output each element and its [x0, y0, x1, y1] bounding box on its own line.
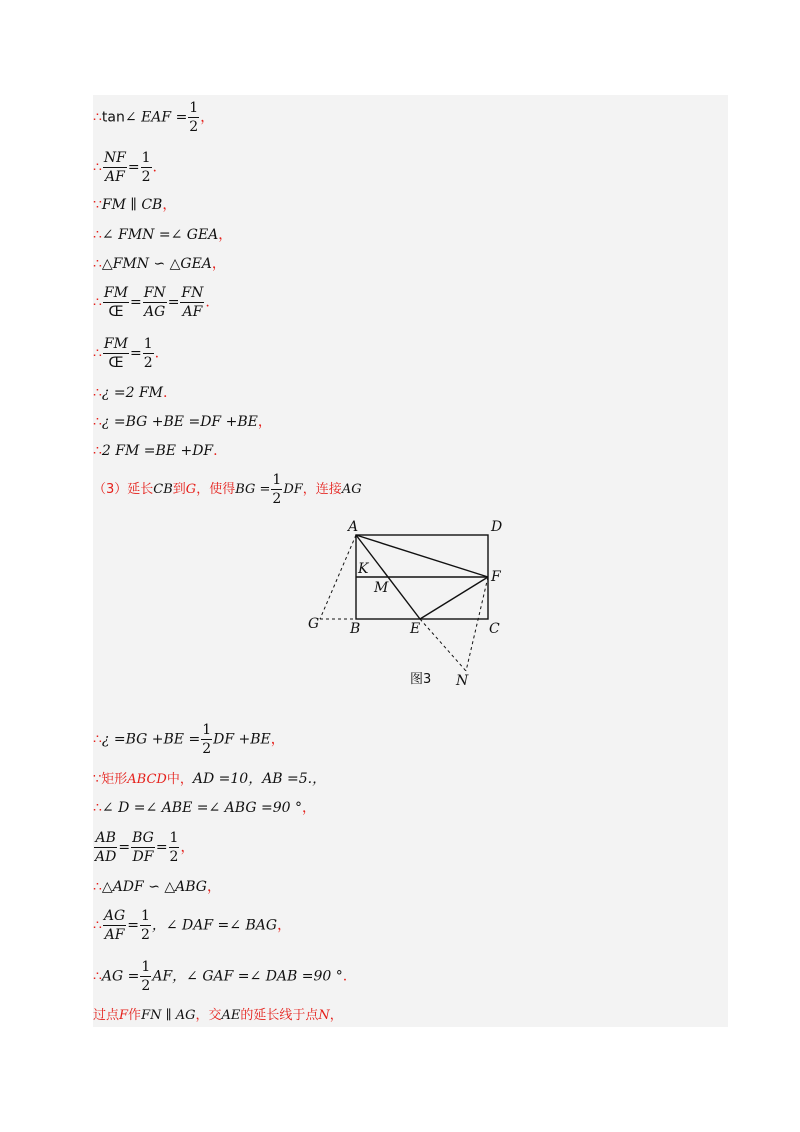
therefore-symbol: ∴: [93, 414, 102, 430]
fraction: [103, 150, 127, 185]
therefore-symbol: ∴: [93, 256, 102, 272]
rect-name: ABCD: [127, 772, 167, 787]
heading-text: （3）延长: [93, 482, 154, 497]
statement: △FMN ∽ △GEA: [101, 256, 212, 272]
numerator: 1: [141, 959, 151, 975]
therefore-symbol: ∴: [93, 227, 102, 243]
geometry-figure: [310, 515, 520, 695]
fraction: [103, 336, 129, 371]
statement: △ADF ∽ △ABG: [101, 879, 207, 895]
numerator: 1: [140, 908, 150, 924]
label-b: B: [350, 621, 361, 637]
instruction-text: 的延长线于点: [240, 1008, 319, 1023]
heading-text: ，使得: [196, 482, 236, 497]
therefore-symbol: ∴: [93, 917, 102, 934]
statement: ∠ D =∠ ABE =∠ ABG =90 °: [101, 800, 302, 816]
denominator: 2: [272, 491, 282, 507]
statement: AD =10，AB =5.，: [192, 771, 327, 787]
proof-line-14: [93, 801, 316, 815]
fraction: [169, 830, 180, 865]
statement: ∠ FMN =∠ GEA: [101, 227, 219, 243]
because-rect-text: ∵矩形: [93, 772, 128, 787]
segment-en: [420, 619, 466, 671]
denominator: Œ: [108, 304, 124, 320]
segment: AG: [341, 482, 362, 497]
proof-line-9: [93, 415, 272, 429]
denominator: AF: [104, 927, 125, 943]
proof-line-7: [93, 336, 159, 371]
label-k: K: [358, 561, 369, 577]
fraction: [188, 100, 199, 135]
label-a: A: [348, 519, 359, 535]
equals: =: [118, 839, 131, 856]
numerator: FM: [103, 285, 128, 301]
denominator: 2: [169, 849, 179, 865]
equals: =: [129, 345, 142, 362]
numerator: BG: [132, 830, 154, 846]
numerator: 1: [141, 150, 151, 166]
equals: =: [167, 294, 180, 311]
numerator: 1: [202, 722, 212, 738]
heading-text: 到: [172, 482, 186, 497]
numerator: AB: [95, 830, 116, 846]
segment-af: [356, 535, 488, 577]
punctuation: ，: [162, 197, 177, 213]
numerator: 1: [272, 472, 282, 488]
denominator: 2: [202, 741, 212, 757]
fraction: [271, 472, 282, 507]
proof-line-18: [93, 959, 347, 994]
therefore-symbol: ∴: [93, 385, 102, 401]
proof-line-19: [93, 1009, 343, 1022]
point-name: N: [318, 1008, 330, 1023]
numerator: FN: [143, 285, 166, 301]
fraction: [143, 285, 167, 320]
punctuation: .: [152, 159, 157, 176]
fraction: [131, 830, 155, 865]
segment-ag: [320, 535, 356, 619]
numerator: 1: [169, 830, 179, 846]
proof-line-3: [93, 198, 176, 212]
statement: ¿ =BG +BE =DF +BE: [101, 414, 258, 430]
numerator: AG: [103, 908, 126, 924]
segment: AE: [221, 1008, 241, 1023]
punctuation: ，: [329, 1008, 343, 1023]
proof-line-1: [93, 100, 214, 135]
proof-line-17: [93, 908, 291, 943]
therefore-symbol: ∴: [93, 109, 102, 126]
punctuation: ，: [180, 839, 195, 856]
statement: ，∠ DAF =∠ BAG: [151, 917, 278, 934]
segment: DF: [283, 482, 303, 497]
denominator: 2: [189, 119, 199, 135]
punctuation: ，: [277, 917, 292, 934]
punctuation: ，: [270, 731, 285, 748]
proof-line-13: [93, 772, 326, 786]
denominator: Œ: [108, 355, 124, 371]
proof-line-16: [93, 880, 221, 894]
label-g: G: [308, 616, 320, 632]
numerator: NF: [103, 150, 126, 166]
because-symbol: ∵: [93, 197, 102, 213]
instruction-text: 作: [128, 1008, 142, 1023]
proof-line-4: [93, 228, 232, 242]
denominator: 2: [143, 355, 153, 371]
fraction: [143, 336, 154, 371]
punctuation: ，: [200, 109, 215, 126]
heading-text: 中，: [166, 772, 193, 787]
therefore-symbol: ∴: [93, 345, 102, 362]
segment-fn: [466, 577, 488, 671]
therefore-symbol: ∴: [93, 968, 102, 985]
numerator: 1: [189, 100, 199, 116]
denominator: AG: [144, 304, 166, 320]
therefore-symbol: ∴: [93, 879, 102, 895]
therefore-symbol: ∴: [93, 731, 102, 748]
denominator: DF: [132, 849, 154, 865]
expression: DF +BE: [213, 731, 271, 748]
label-m: M: [374, 580, 389, 596]
expression: AG =: [101, 968, 140, 985]
equals: =: [127, 917, 139, 934]
denominator: AD: [95, 849, 117, 865]
fraction: [141, 150, 152, 185]
denominator: 2: [141, 169, 151, 185]
proof-line-2: [93, 150, 157, 185]
numerator: FM: [103, 336, 128, 352]
punctuation: .: [163, 385, 168, 401]
instruction-text: 过点: [93, 1008, 120, 1023]
fraction: [94, 830, 117, 865]
punctuation: .: [213, 443, 218, 459]
equals: =: [129, 294, 142, 311]
statement: FM ∥ CB: [101, 197, 163, 213]
proof-line-15: [93, 830, 194, 865]
tan-function: tan: [101, 109, 125, 126]
angle-name: EAF: [141, 109, 172, 126]
proof-line-8: [93, 386, 167, 400]
proof-line-5: [93, 257, 226, 271]
therefore-symbol: ∴: [93, 294, 102, 311]
equals: =: [175, 109, 188, 126]
fraction: [140, 959, 151, 994]
label-c: C: [489, 621, 500, 637]
fraction: [140, 908, 151, 943]
proof-line-6: [93, 285, 210, 320]
punctuation: .: [342, 968, 348, 985]
statement: 2 FM =BE +DF: [101, 443, 214, 459]
punctuation: .: [154, 345, 160, 362]
punctuation: ，: [206, 879, 221, 895]
label-f: F: [491, 569, 501, 585]
proof-line-10: [93, 444, 218, 458]
expression: ¿ =BG +BE =: [101, 731, 201, 748]
fraction: [103, 908, 126, 943]
label-n: N: [456, 673, 469, 689]
segment: CB: [153, 482, 173, 497]
statement: FN ∥ AG: [141, 1008, 196, 1023]
heading-text: ，连接: [302, 482, 342, 497]
equals: =: [127, 159, 140, 176]
fraction: [180, 285, 204, 320]
punctuation: ，: [257, 414, 272, 430]
statement: ¿ =2 FM: [101, 385, 164, 401]
angle-symbol: ∠: [124, 109, 137, 126]
label-e: E: [410, 621, 421, 637]
denominator: 2: [141, 978, 151, 994]
fraction: [201, 722, 212, 757]
therefore-symbol: ∴: [93, 800, 102, 816]
fraction: [103, 285, 129, 320]
denominator: AF: [104, 169, 125, 185]
punctuation: ，: [301, 800, 316, 816]
part3-heading: [93, 472, 362, 507]
punctuation: .: [205, 294, 210, 311]
point-name: G: [185, 482, 197, 497]
numerator: 1: [143, 336, 153, 352]
numerator: FN: [181, 285, 204, 301]
equals: =: [155, 839, 168, 856]
punctuation: ，: [218, 227, 233, 243]
label-d: D: [491, 519, 503, 535]
expression: BG =: [235, 482, 271, 497]
point-name: F: [119, 1008, 129, 1023]
proof-line-12: [93, 722, 285, 757]
statement: AF，∠ GAF =∠ DAB =90 °: [152, 968, 343, 985]
denominator: 2: [140, 927, 150, 943]
figure-caption: 图3: [410, 672, 432, 687]
therefore-symbol: ∴: [93, 443, 102, 459]
denominator: AF: [182, 304, 203, 320]
instruction-text: ，交: [195, 1008, 222, 1023]
therefore-symbol: ∴: [93, 159, 102, 176]
punctuation: ，: [211, 256, 226, 272]
segment-ef: [420, 577, 488, 619]
